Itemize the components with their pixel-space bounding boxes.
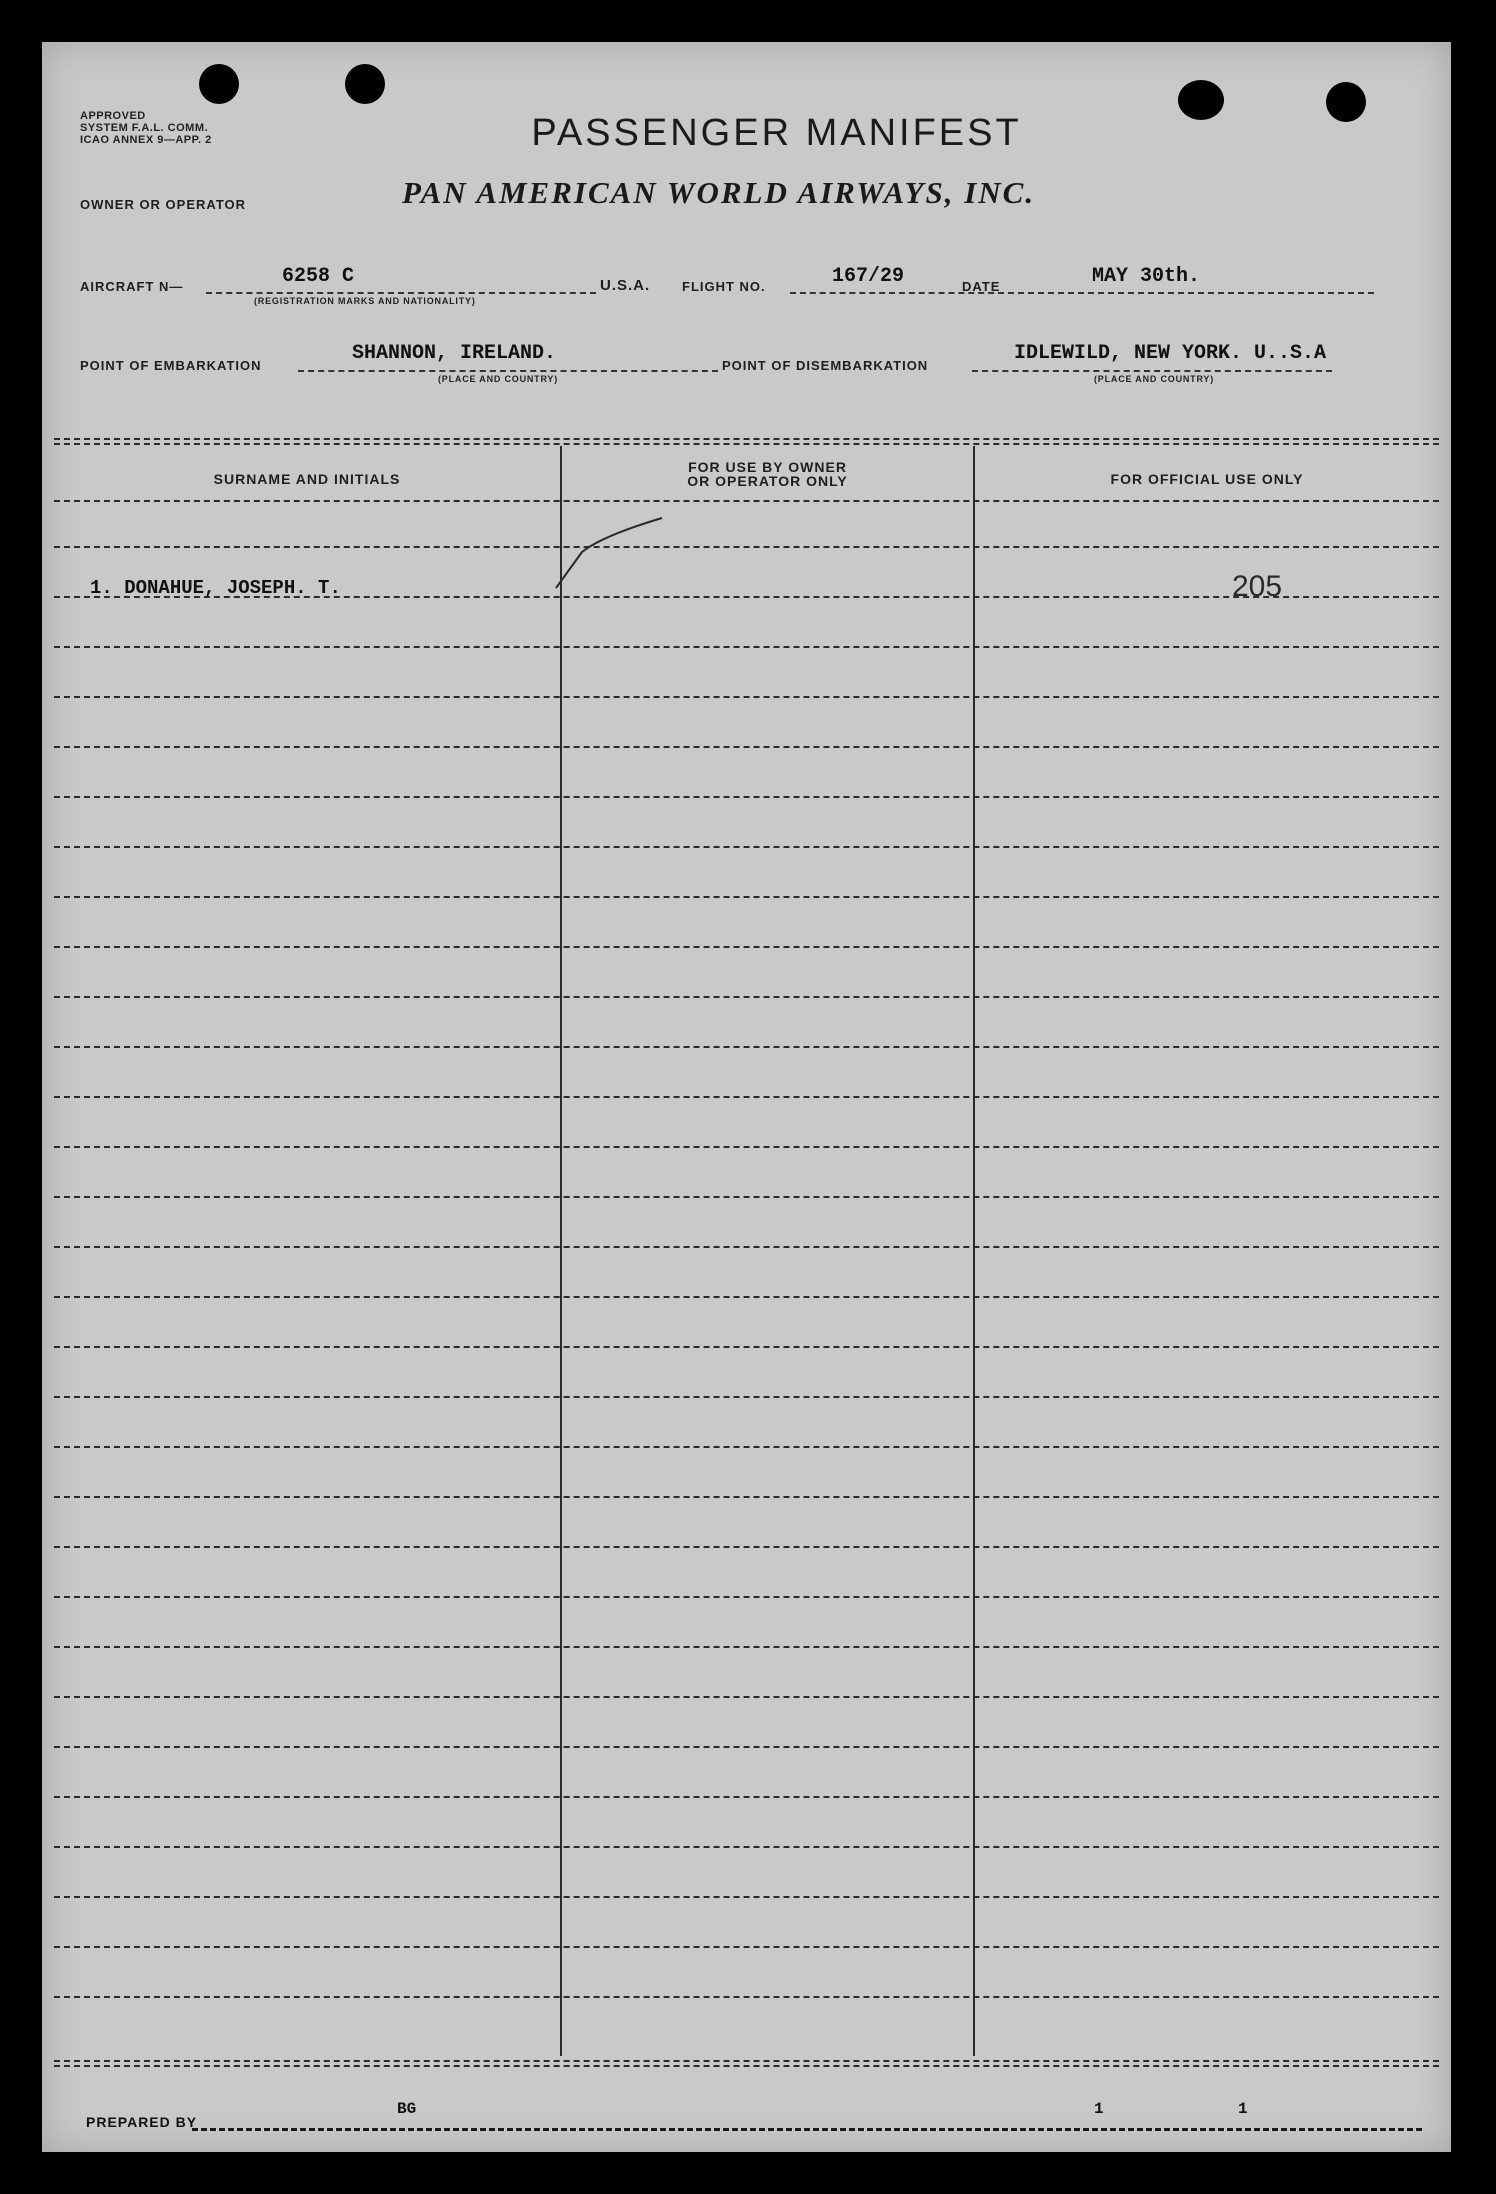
row-rule (54, 896, 1439, 898)
row-rule (54, 646, 1439, 648)
column-divider (560, 446, 562, 2056)
approval-line: SYSTEM F.A.L. COMM. (80, 122, 209, 134)
col-header-official: FOR OFFICIAL USE ONLY (1110, 471, 1304, 487)
row-rule (54, 746, 1439, 748)
punch-hole (345, 64, 385, 104)
flight-value: 167/29 (832, 265, 905, 288)
row-rule (54, 1796, 1439, 1798)
table-bottom-rule (54, 2065, 1439, 2067)
row-rule (54, 1296, 1439, 1298)
row-rule (54, 1646, 1439, 1648)
row-rule (54, 696, 1439, 698)
col-header-owner-line: OR OPERATOR ONLY (687, 473, 848, 489)
embarkation-caption: (PLACE AND COUNTRY) (438, 374, 559, 384)
col-header-owner (562, 460, 973, 488)
embarkation-underline (298, 370, 718, 372)
row-rule (54, 1846, 1439, 1848)
page-number: 1 (1094, 2100, 1104, 2118)
aircraft-underline (206, 292, 596, 294)
owner-label: OWNER OR OPERATOR (80, 197, 247, 212)
date-value: MAY 30th. (1092, 265, 1201, 288)
row-rule (54, 1996, 1439, 1998)
col-header-surname: SURNAME AND INITIALS (213, 471, 401, 487)
col-header-owner-line: FOR USE BY OWNER (688, 459, 847, 475)
aircraft-label: AIRCRAFT N— (80, 279, 184, 294)
company-name: PAN AMERICAN WORLD AIRWAYS, INC. (402, 175, 1036, 210)
nationality-label: U.S.A. (600, 277, 651, 294)
approval-line: ICAO ANNEX 9—APP. 2 (80, 134, 212, 146)
row-rule (54, 1896, 1439, 1898)
row-rule (54, 946, 1439, 948)
official-number: 205 (1232, 570, 1283, 603)
footer-rule (192, 2128, 1422, 2131)
row-rule (54, 796, 1439, 798)
disembarkation-underline (972, 370, 1332, 372)
table-header-rule (54, 500, 1439, 502)
date-underline (1008, 292, 1374, 294)
page-total: 1 (1238, 2100, 1248, 2118)
embarkation-value: SHANNON, IRELAND. (352, 342, 557, 365)
row-rule (54, 1596, 1439, 1598)
date-label: DATE (962, 279, 1001, 294)
row-rule (54, 1096, 1439, 1098)
row-rule (54, 1746, 1439, 1748)
disembarkation-value: IDLEWILD, NEW YORK. U..S.A (1014, 342, 1327, 365)
row-rule (54, 1546, 1439, 1548)
row-rule (54, 1046, 1439, 1048)
check-mark (552, 512, 672, 592)
column-divider (973, 446, 975, 2056)
embarkation-label: POINT OF EMBARKATION (80, 358, 262, 373)
row-rule (54, 1346, 1439, 1348)
table-bottom-rule (54, 2060, 1439, 2062)
row-rule (54, 1696, 1439, 1698)
row-rule (54, 1446, 1439, 1448)
row-rule (54, 1146, 1439, 1148)
flight-label: FLIGHT NO. (682, 279, 766, 294)
manifest-sheet (42, 42, 1451, 2152)
table-top-rule (54, 443, 1439, 445)
row-rule (54, 1396, 1439, 1398)
table-top-rule (54, 438, 1439, 440)
form-title: PASSENGER MANIFEST (531, 112, 1022, 154)
passenger-name: 1. DONAHUE, JOSEPH. T. (90, 577, 341, 599)
row-rule (54, 846, 1439, 848)
row-rule (54, 1246, 1439, 1248)
row-rule (54, 1496, 1439, 1498)
row-rule (54, 546, 1439, 548)
prepared-by-initials: BG (397, 2100, 417, 2118)
prepared-by-label: PREPARED BY (86, 2114, 198, 2130)
disembarkation-caption: (PLACE AND COUNTRY) (1094, 374, 1215, 384)
row-rule (54, 1946, 1439, 1948)
aircraft-value: 6258 C (282, 265, 355, 288)
disembarkation-label: POINT OF DISEMBARKATION (722, 358, 929, 373)
row-rule (54, 996, 1439, 998)
aircraft-caption: (REGISTRATION MARKS AND NATIONALITY) (254, 296, 476, 306)
approval-line: APPROVED (80, 110, 146, 122)
punch-hole (199, 64, 239, 104)
row-rule (54, 1196, 1439, 1198)
